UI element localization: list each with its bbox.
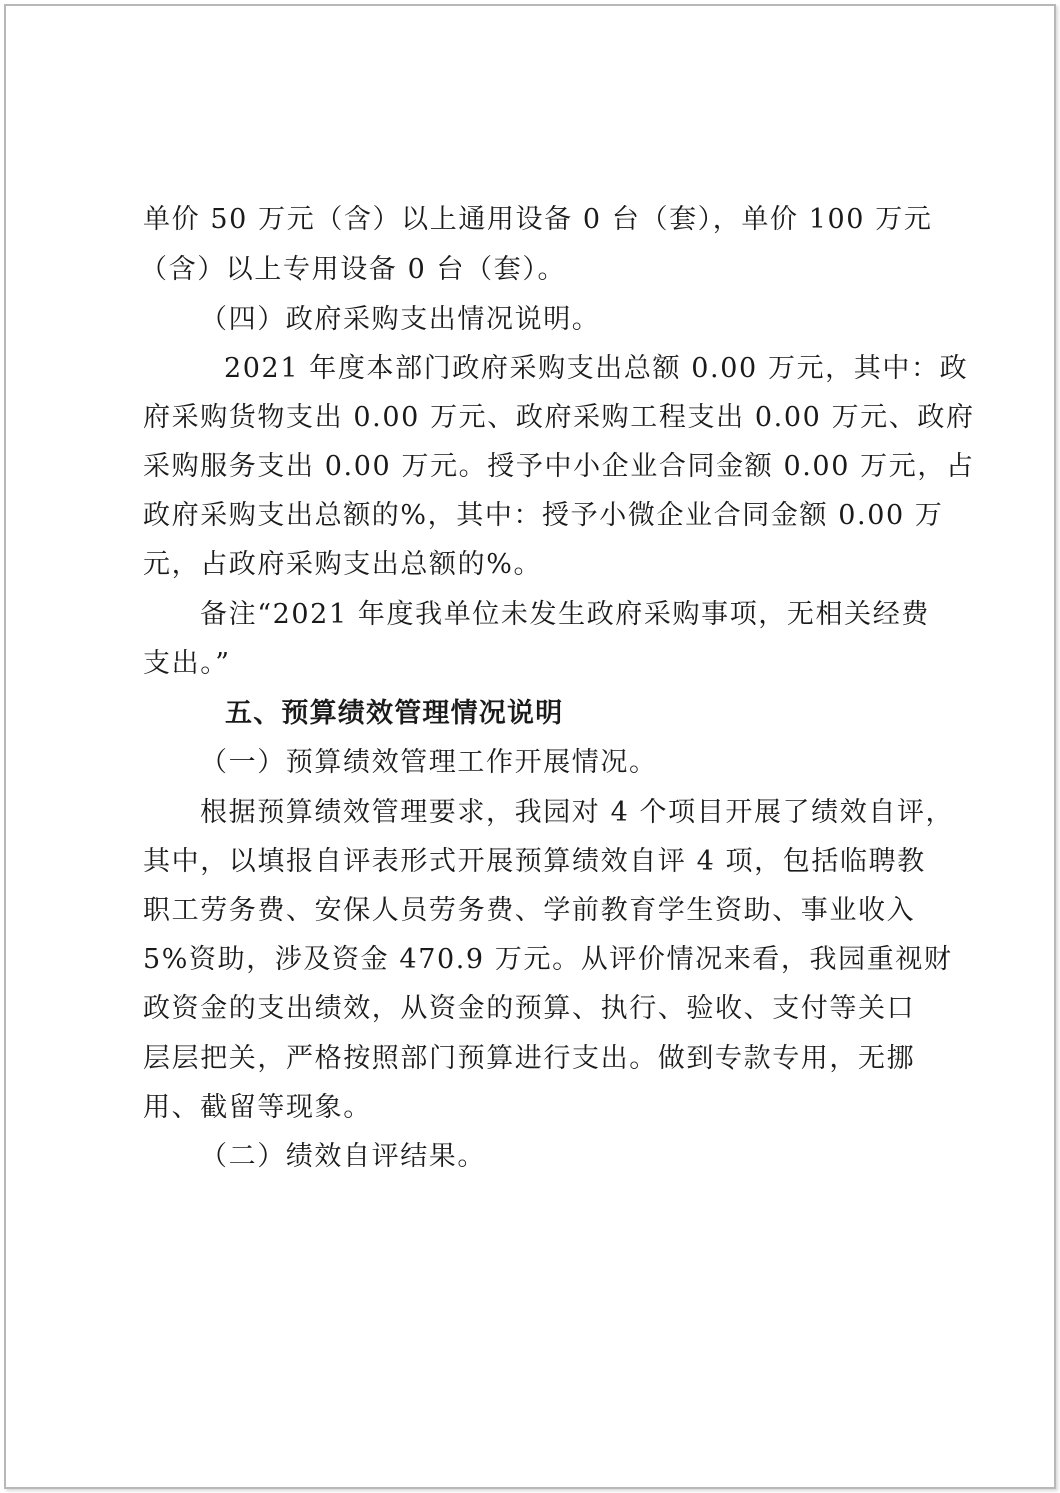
- text-line: （含）以上专用设备 0 台（套）。: [140, 254, 567, 285]
- text-line: 采购服务支出 0.00 万元。授予中小企业合同金额 0.00 万元，占: [143, 451, 975, 482]
- text-line: 其中，以填报自评表形式开展预算绩效自评 4 项，包括临聘教: [143, 846, 926, 877]
- text-line: 5%资助，涉及资金 470.9 万元。从评价情况来看，我园重视财: [143, 944, 953, 975]
- text-line: 政资金的支出绩效，从资金的预算、执行、验收、支付等关口: [143, 993, 916, 1024]
- text-line: 职工劳务费、安保人员劳务费、学前教育学生资助、事业收入: [143, 895, 916, 926]
- text-line: 政府采购支出总额的%，其中：授予小微企业合同金额 0.00 万: [143, 500, 944, 531]
- subsection-heading: （一）预算绩效管理工作开展情况。: [200, 747, 658, 778]
- subsection-heading: （四）政府采购支出情况说明。: [200, 304, 601, 335]
- text-line: 府采购货物支出 0.00 万元、政府采购工程支出 0.00 万元、政府: [143, 402, 975, 433]
- text-line: 单价 50 万元（含）以上通用设备 0 台（套），单价 100 万元: [143, 204, 933, 235]
- text-line: 根据预算绩效管理要求，我园对 4 个项目开展了绩效自评，: [200, 797, 955, 828]
- section-heading: 五、预算绩效管理情况说明: [225, 698, 564, 729]
- subsection-heading: （二）绩效自评结果。: [200, 1141, 486, 1172]
- text-line: 元，占政府采购支出总额的%。: [143, 549, 543, 580]
- text-line: 用、截留等现象。: [143, 1092, 372, 1123]
- text-line: 层层把关，严格按照部门预算进行支出。做到专款专用，无挪: [143, 1043, 916, 1074]
- text-line: 支出。”: [143, 648, 231, 679]
- text-line: 备注“2021 年度我单位未发生政府采购事项，无相关经费: [200, 599, 930, 630]
- text-line: 2021 年度本部门政府采购支出总额 0.00 万元，其中：政: [224, 353, 969, 384]
